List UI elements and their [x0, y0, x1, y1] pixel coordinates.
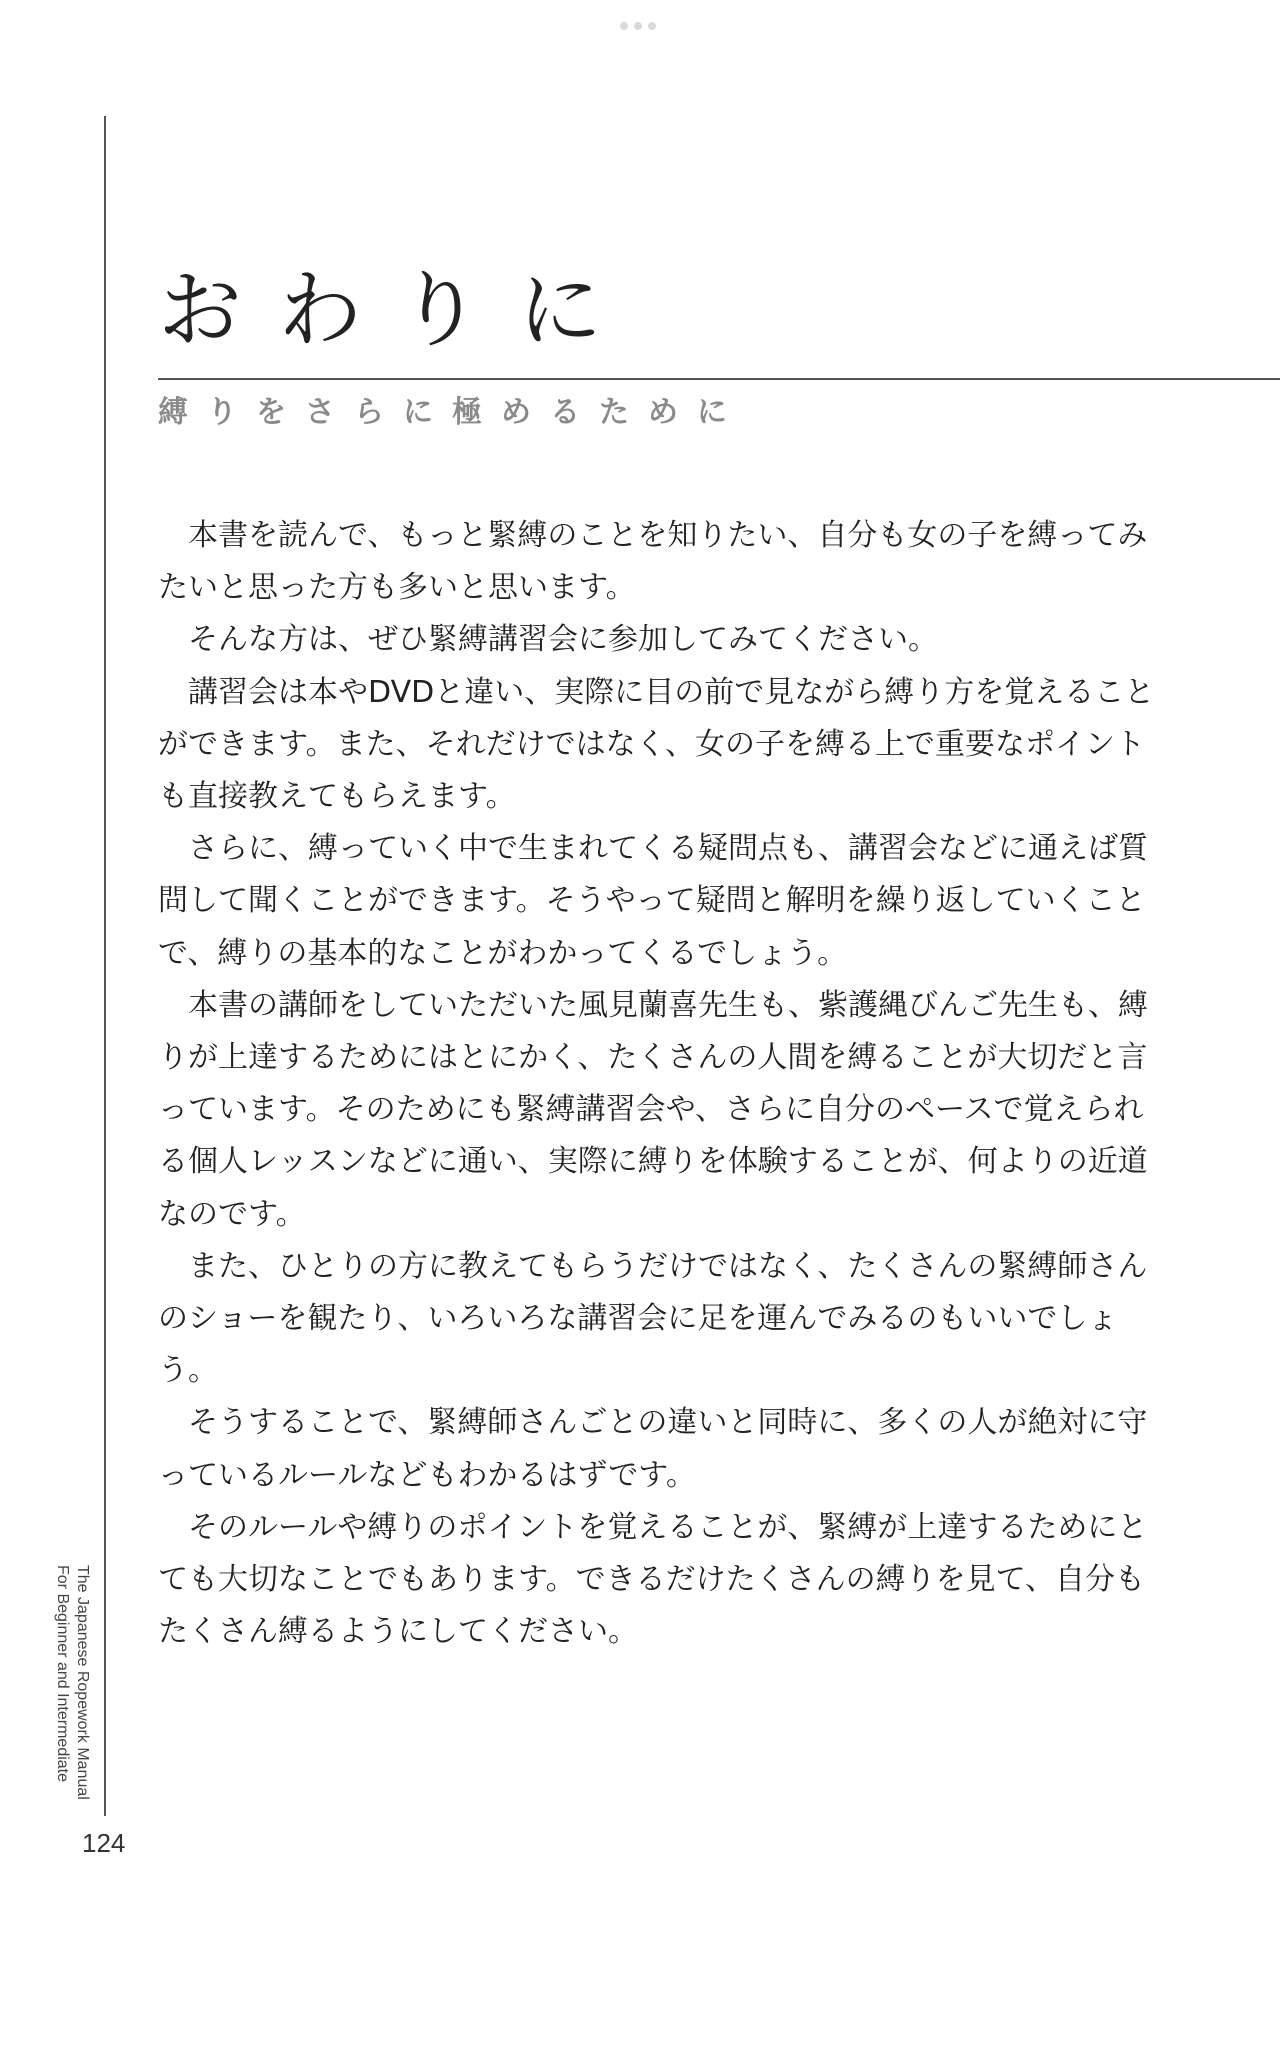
- book-title-line: The Japanese Ropework Manual: [74, 1565, 91, 1800]
- chapter-subtitle: 縛りをさらに極めるために: [158, 395, 746, 430]
- paragraph: 本書を読んで、もっと緊縛のことを知りたい、自分も女の子を縛ってみたいと思った方も多いと思います。: [158, 518, 1148, 606]
- paragraph: また、ひとりの方に教えてもらうだけではなく、たくさんの緊縛師さんのショーを観たり、いろいろな講習会に足を運んでみるのもいいでしょう。: [158, 1248, 1148, 1389]
- paragraph: さらに、縛っていく中で生まれてくる疑問点も、講習会などに通えば質問して聞くことができます。そうやって疑問と解明を繰り返していくことで、縛りの基本的なことがわかってくるでしょう。: [158, 831, 1148, 971]
- paragraph: そのルールや縛りのポイントを覚えることが、緊縛が上達するためにとても大切なことでもあります。できるだけたくさんの縛りを見て、自分もたくさん縛るようにしてください。: [158, 1509, 1148, 1650]
- indicator-dot: [620, 22, 628, 30]
- page-number: 124: [82, 1828, 126, 1858]
- vertical-margin-rule: [104, 116, 106, 1816]
- title-underline: [158, 378, 1280, 380]
- body-text: [158, 510, 1158, 1658]
- book-subtitle-line: For Beginner and Intermediate: [54, 1565, 71, 1783]
- paragraph: そうすることで、緊縛師さんごとの違いと同時に、多くの人が絶対に守っているルールなどもわかるはずです。: [158, 1405, 1148, 1493]
- book-title-caption: [52, 1565, 92, 1800]
- chapter-title: おわりに: [158, 261, 639, 359]
- page-indicator-dots: [620, 22, 656, 30]
- paragraph: そんな方は、ぜひ緊縛講習会に参加してみてください。: [188, 622, 938, 658]
- indicator-dot: [648, 22, 656, 30]
- paragraph: 本書の講師をしていただいた風見蘭喜先生も、紫護縄びんご先生も、縛りが上達するためにはとにかく、たくさんの人間を縛ることが大切だと言っています。そのためにも緊縛講習会や、さらに自分のペースで覚えられる個人レッスンなどに通い、実際に縛りを体験することが、何よりの近道なのです。: [158, 987, 1148, 1232]
- indicator-dot: [634, 22, 642, 30]
- paragraph: 講習会は本やDVDと違い、実際に目の前で見ながら縛り方を覚えることができます。また、それだけではなく、女の子を縛る上で重要なポイントも直接教えてもらえます。: [158, 674, 1155, 815]
